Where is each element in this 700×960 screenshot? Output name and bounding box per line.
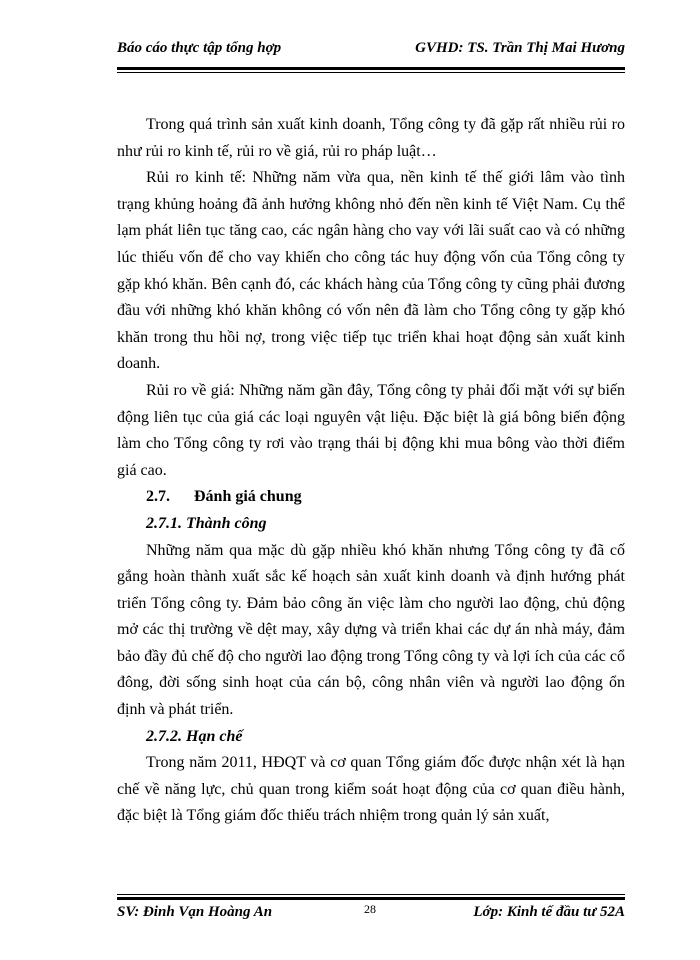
class-name: Lớp: Kinh tế đầu tư 52A xyxy=(473,904,625,920)
student-name: SV: Đinh Vạn Hoàng An xyxy=(117,904,273,920)
section-title: Đánh giá chung xyxy=(194,488,302,506)
page-header xyxy=(117,40,625,66)
supervisor-name: GVHD: TS. Trần Thị Mai Hương xyxy=(415,40,625,56)
subsection-heading-limitations: 2.7.2. Hạn chế xyxy=(146,727,243,745)
header-rule-thin xyxy=(117,72,625,73)
paragraph-economic-risk: Rủi ro kinh tế: Những năm vừa qua, nền kinh tế thế giới lâm vào tình trạng khủng hoảng đã ảnh hưởng không nhỏ đến nền kinh tế Việt Nam. Cụ thể lạm phát liên tục tăng cao, các ngân hàng cho vay với lãi suất cao và có những lúc thiếu vốn để cho vay khiến cho công tác huy động vốn của Tổng công ty gặp khó khăn. Bên cạnh đó, các khách hàng của Tổng công ty cũng phải đương đầu với những khó khăn không có vốn nên đã làm cho Tổng công ty gặp khó khăn trong thu hồi nợ, trong việc tiếp tục triển khai hoạt động sản xuất kinh doanh. xyxy=(117,169,625,373)
paragraph-risks-intro: Trong quá trình sản xuất kinh doanh, Tổng công ty đã gặp rất nhiều rủi ro như rủi ro kinh tế, rủi ro về giá, rủi ro pháp luật… xyxy=(117,116,625,160)
footer-rule-thick xyxy=(117,897,625,900)
page-number: 28 xyxy=(364,902,376,916)
section-number: 2.7. xyxy=(146,488,170,506)
report-title: Báo cáo thực tập tổng hợp xyxy=(117,40,282,56)
header-rule-thick xyxy=(117,67,625,70)
paragraph-success: Những năm qua mặc dù gặp nhiều khó khăn nhưng Tổng công ty đã cố gắng hoàn thành xuất sắc kế hoạch sản xuất kinh doanh và định hướng phát triển Tổng công ty. Đảm bảo công ăn việc làm cho người lao động, chủ động mở các thị trường về dệt may, xây dựng và triển khai các dự án nhà máy, đảm bảo đầy đủ chế độ cho người lao động trong Tổng công ty và lợi ích của các cổ đông, đời sống sinh hoạt của cán bộ, công nhân viên và người lao động ổn định và phát triển. xyxy=(117,541,625,719)
subsection-heading-success: 2.7.1. Thành công xyxy=(146,514,267,532)
paragraph-price-risk: Rủi ro về giá: Những năm gần đây, Tổng công ty phải đối mặt với sự biến động liên tục của giá các loại nguyên vật liệu. Đặc biệt là giá bông biến động làm cho Tổng công ty rơi vào trạng thái bị động khi mua bông vào thời điểm giá cao. xyxy=(117,381,625,479)
document-body xyxy=(117,112,625,830)
paragraph-limitations: Trong năm 2011, HĐQT và cơ quan Tổng giám đốc được nhận xét là hạn chế về năng lực, chủ quan trong kiểm soát hoạt động của cơ quan điều hành, đặc biệt là Tổng giám đốc thiếu trách nhiệm trong quản lý sản xuất, xyxy=(117,754,625,825)
footer-rule-thin xyxy=(117,894,625,895)
section-heading xyxy=(117,484,625,511)
